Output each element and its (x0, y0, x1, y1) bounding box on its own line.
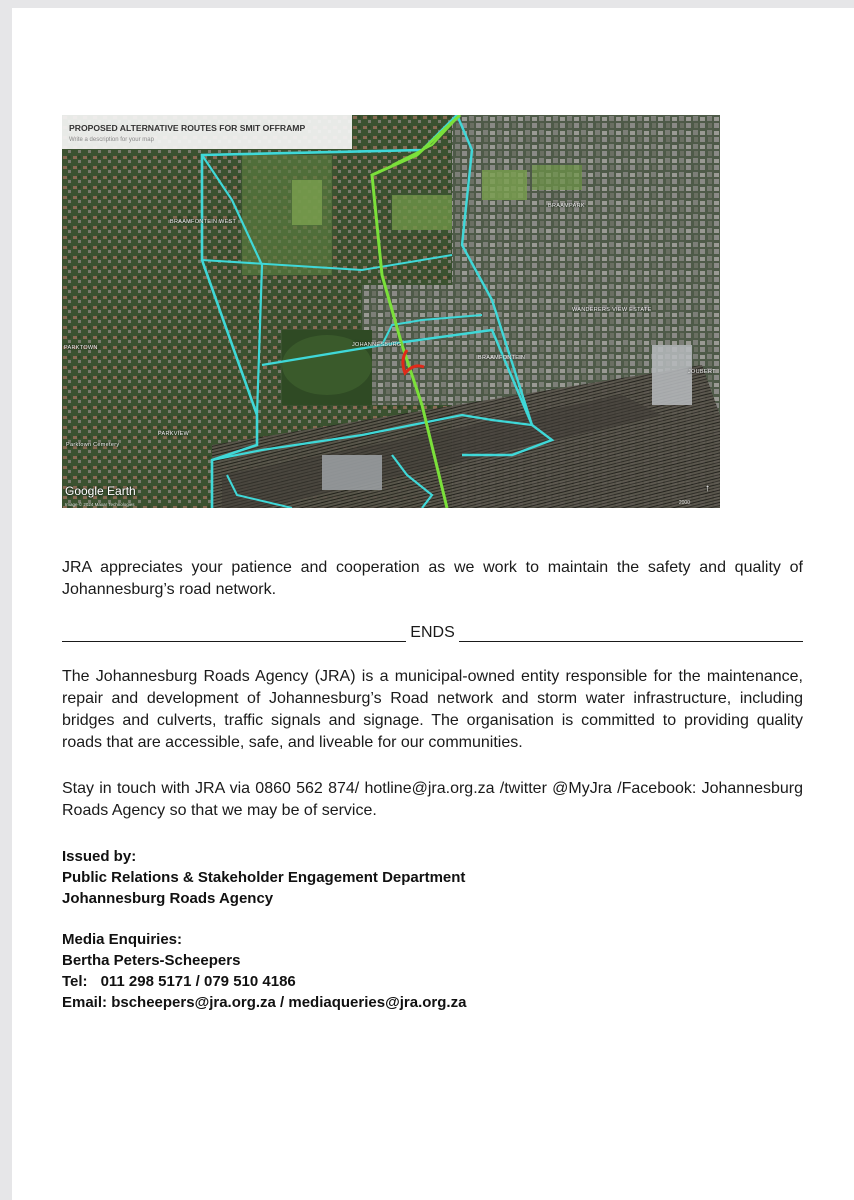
map-label-joubert: JOUBERT (688, 369, 716, 375)
map-title-panel (62, 115, 352, 149)
google-earth-logo: Google Earth (65, 484, 136, 498)
tel-label: Tel: (62, 973, 88, 990)
issued-heading: Issued by: (62, 848, 137, 865)
contact-paragraph: Stay in touch with JRA via 0860 562 874/ hotline@jra.org.za /twitter @MyJra /Facebook: Johannesburg Roads Agency so that we may be of service. (62, 780, 803, 819)
media-heading: Media Enquiries: (62, 931, 183, 948)
about-paragraph: The Johannesburg Roads Agency (JRA) is a municipal-owned entity responsible for the maintenance, repair and development of Johannesburg’s Road network and storm water infrastructure, including bridges and culverts, traffic signals and signage. The organisation is committed to providing quality roads that are accessible, safe, and liveable for our communities. (62, 668, 803, 751)
issued-agency: Johannesburg Roads Agency (62, 890, 274, 907)
map-label-braampark: BRAAMPARK (548, 203, 585, 209)
map-subtitle: Write a description for your map (69, 137, 154, 143)
map-year: 2000 (678, 500, 690, 506)
email-value: bscheepers@jra.org.za / mediaqueries@jra.org.za (111, 994, 467, 1011)
email-label: Email: (62, 994, 108, 1011)
route-map-image (62, 115, 720, 508)
map-label-parkview: PARKVIEW (158, 431, 190, 437)
map-label-wanderers: WANDERERS VIEW ESTATE (572, 307, 652, 313)
map-label-cemetery: Parktown Cemetery (66, 442, 120, 448)
compass-icon: ↑ (705, 483, 710, 494)
map-label-braamfontein-west: BRAAMFONTEIN WEST (170, 219, 237, 225)
map-credit: Image © 2024 Maxar Technologies (65, 502, 135, 507)
map-label-johannesburg: JOHANNESBURG (352, 342, 402, 348)
ends-rule-left (62, 625, 406, 642)
map-label-braamfontein: BRAAMFONTEIN (478, 355, 526, 361)
thanks-paragraph: JRA appreciates your patience and cooperation as we work to maintain the safety and quality of Johannesburg’s road network. (62, 559, 803, 598)
tel-value: 011 298 5171 / 079 510 4186 (100, 973, 296, 990)
map-label-parktown: PARKTOWN (64, 345, 98, 351)
ends-label: ENDS (410, 624, 455, 641)
map-title: PROPOSED ALTERNATIVE ROUTES FOR SMIT OFFRAMP (69, 123, 306, 133)
ends-rule-right (459, 625, 803, 642)
media-email-line (62, 992, 466, 1013)
ends-divider (62, 624, 803, 642)
issued-department: Public Relations & Stakeholder Engagement Department (62, 869, 466, 886)
media-contact-name: Bertha Peters-Scheepers (62, 952, 241, 969)
media-tel-line (62, 971, 296, 992)
